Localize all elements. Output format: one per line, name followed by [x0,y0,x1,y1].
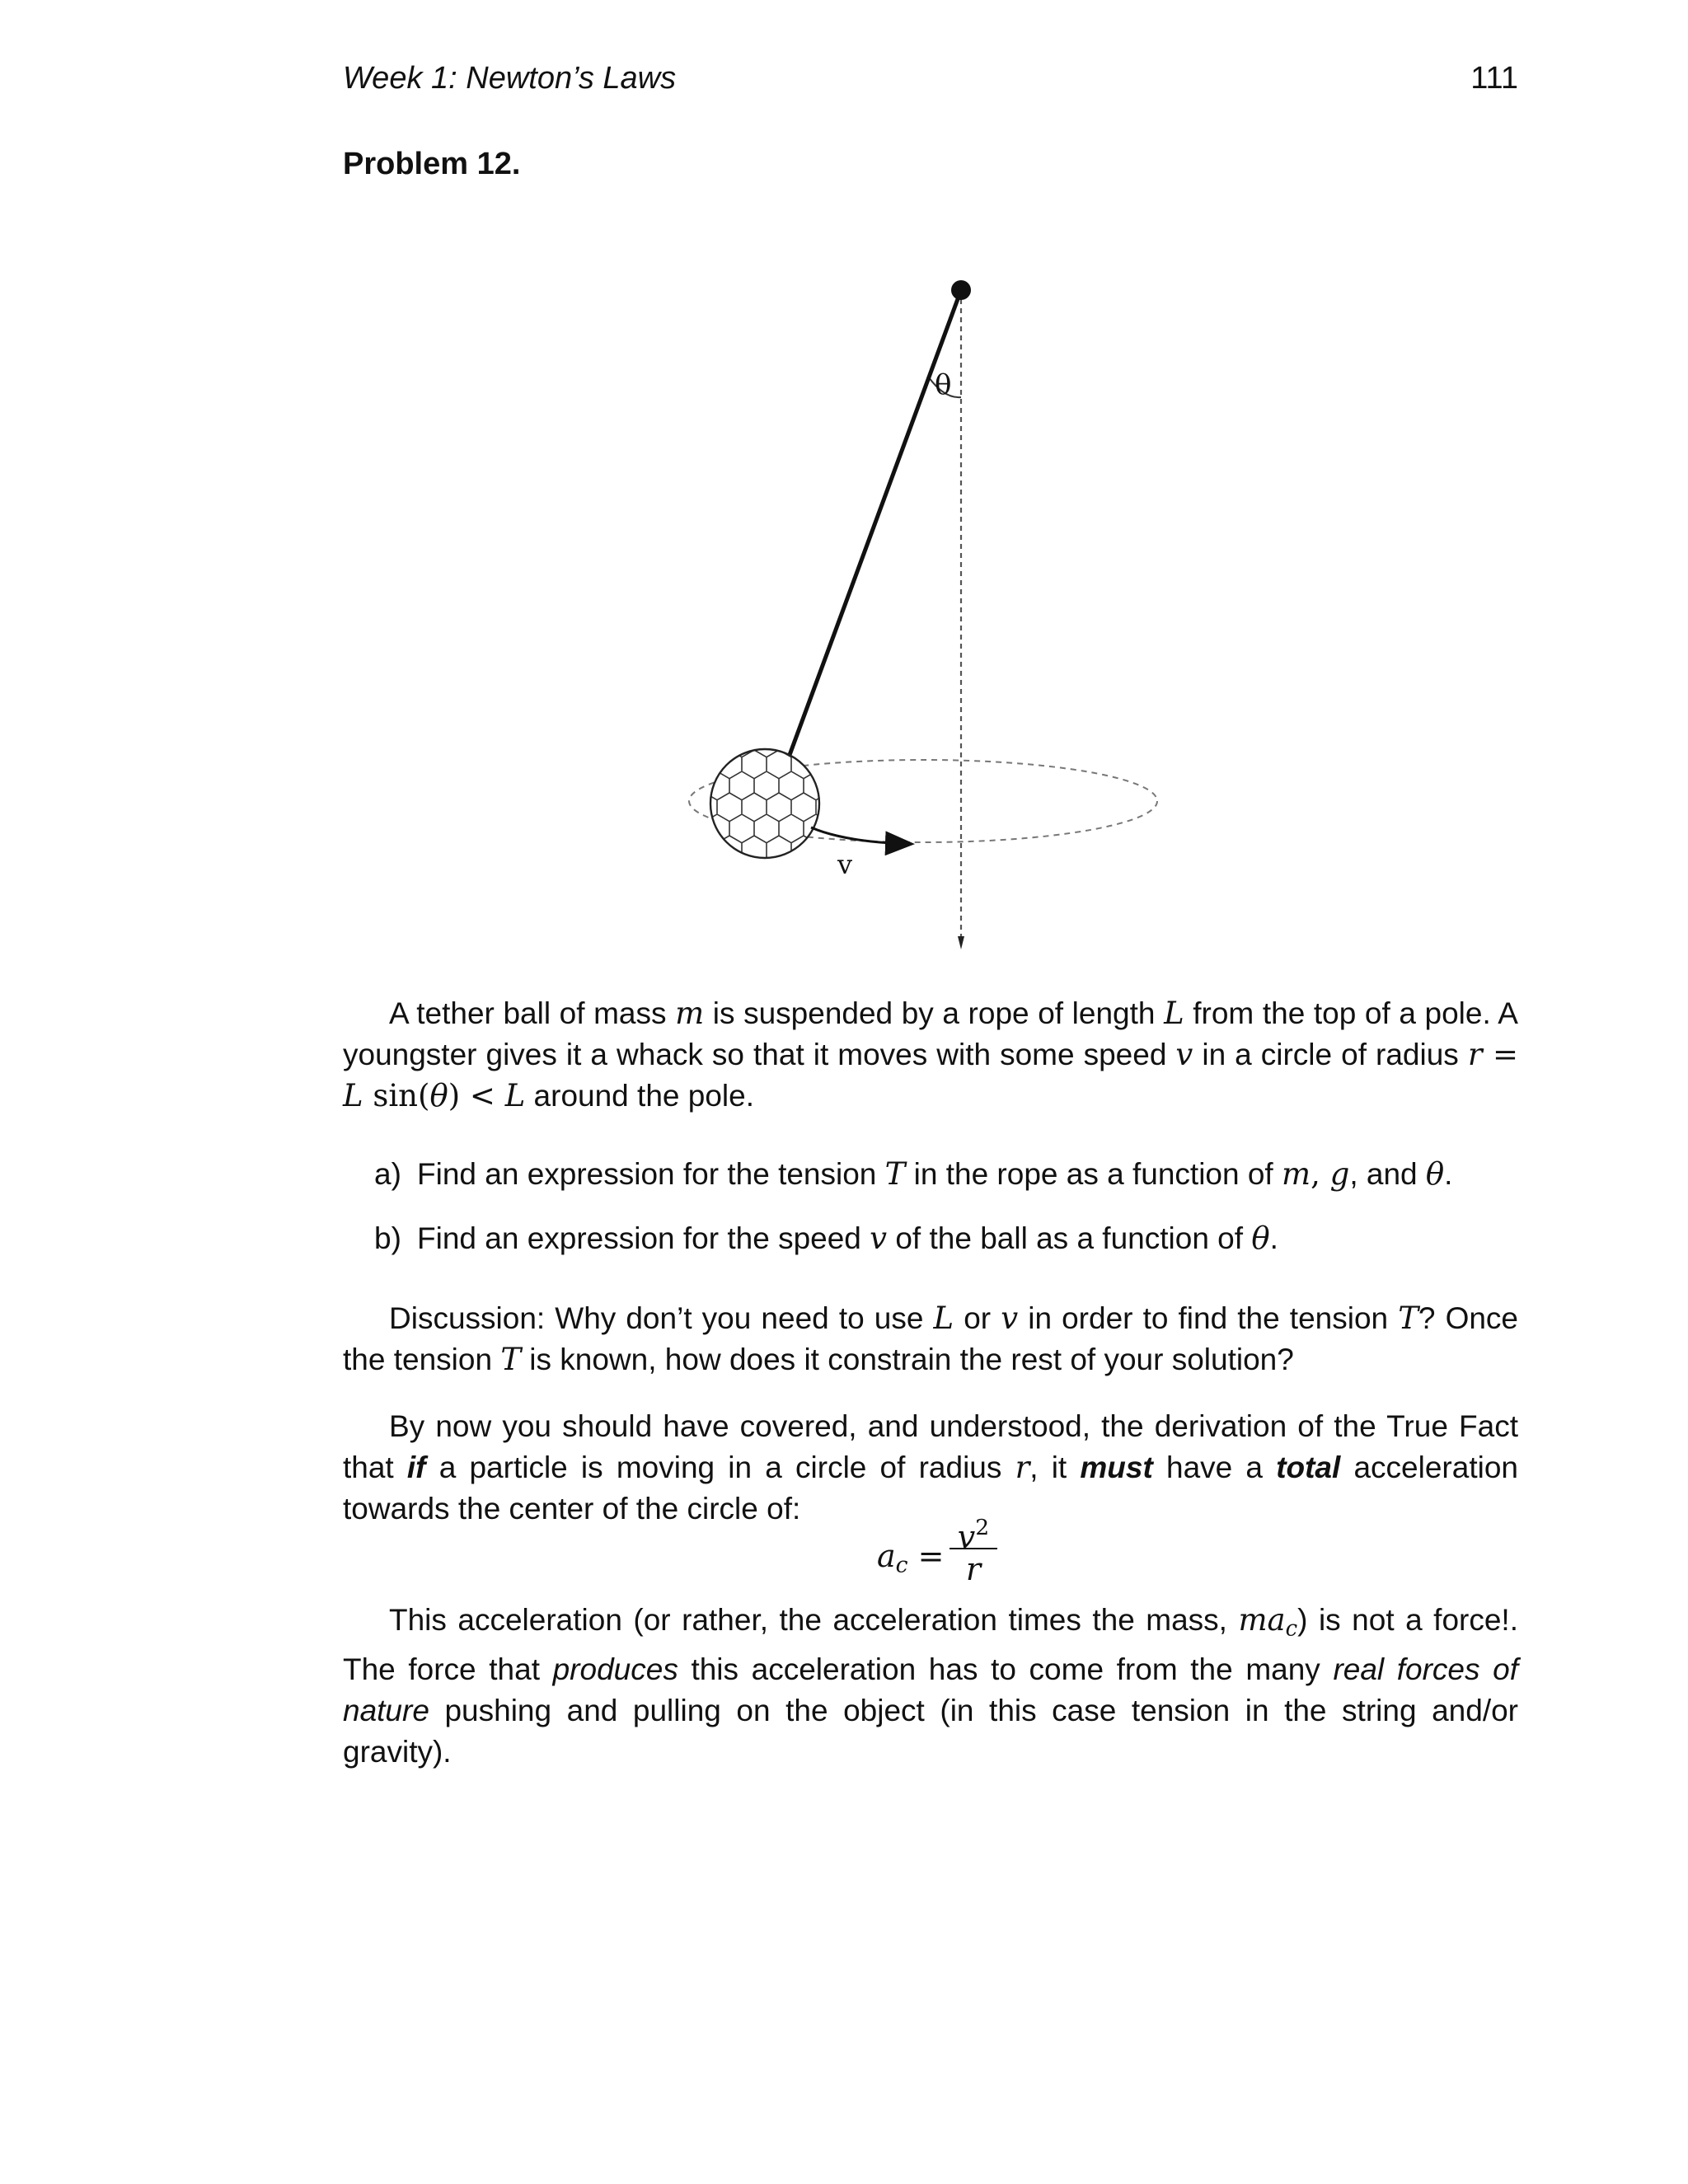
page-number: 111 [1470,61,1518,96]
problem-statement: A tether ball of mass m is suspended by a rope of length L from the top of a pole. A youngster gives it a whack so that it moves with some speed v in a circle of radius r = L sin(θ) < L around the pole. [343,996,1519,1113]
pivot-point [951,280,971,300]
running-header-chapter: Week 1: Newton’s Laws [343,61,677,96]
equation-fraction: $v^2$ r [948,1508,999,1586]
equation-lhs: $a_c$ = [877,1538,945,1578]
problem-title: Problem 12. [343,147,521,181]
velocity-label: v [837,849,853,880]
axis-arrow-icon [958,936,964,949]
angle-label: θ [935,368,952,401]
part-a: a) Find an expression for the tension T in the rope as a function of m, g, and θ. [374,1156,1453,1192]
discussion-paragraph: Discussion: Why don’t you need to use L or v in order to find the tension T? Once the tension T is known, how does it constrain the rest of your solution? [343,1301,1519,1377]
rope [790,290,961,755]
centripetal-paragraph: By now you should have covered, and understood, the derivation of the True Fact that if a particle is moving in a circle of radius r, it must have a total acceleration towards the center of the circle of: [343,1409,1518,1526]
part-b: b) Find an expression for the speed v of the ball as a function of θ. [374,1221,1278,1256]
tetherball-figure [676,264,1187,972]
centripetal-equation [877,1508,1009,1599]
tetherball [709,746,824,861]
force-paragraph: This acceleration (or rather, the acceleration times the mass, $ma_c$) is not a force!. The force that produces this acceleration has to come from the many real forces of nature pushing and pulling on the object (in this case tension in the string and/or gravity). [343,1602,1518,1769]
